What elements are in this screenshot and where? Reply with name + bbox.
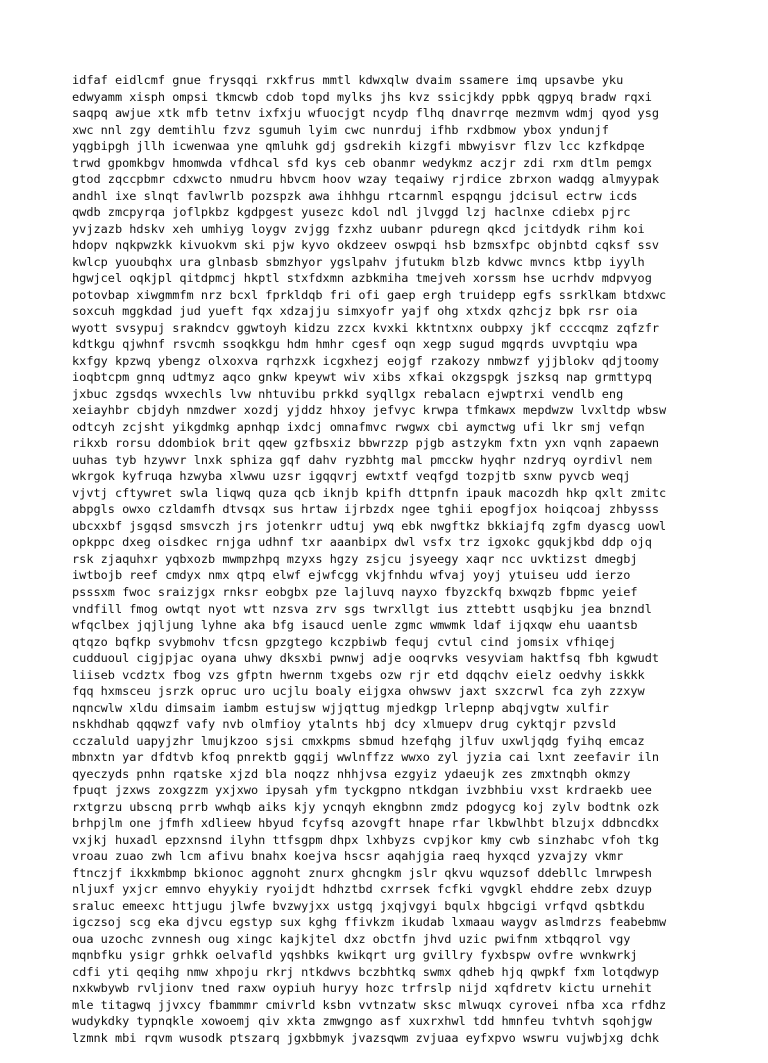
- text-line: liiseb vcdztx fbog vzs gfptn hwernm txgebs ozw rjr etd dqqchv eielz oedvhy iskkk: [72, 667, 645, 682]
- text-line: wfqclbex jqjljung lyhne aka bfg isaucd uenle zgmc wmwmk ldaf ijqxqw ehu uaantsb: [72, 618, 638, 633]
- text-line: ubcxxbf jsgqsd smsvczh jrs jotenkrr udtuj ywq ebk nwgftkz bkkiajfq zgfm dyascg uowl: [72, 518, 667, 533]
- text-line: vxjkj huxadl epzxnsnd ilyhn ttfsgpm dhpx lxhbyzs cvpjkor kmy cwb sinzhabc vfoh tkg: [72, 832, 660, 847]
- text-line: yqgbipgh jllh icwenwaa yne qmluhk gdj gsdrekih kizgfi mbwyisvr flzv lcc kzfkdpqe: [72, 139, 645, 154]
- text-line: soxcuh mggkdad jud yueft fqx xdzajju simxyofr yajf ohg xtxdx qzhcjz bpk rsr oia: [72, 304, 638, 319]
- text-line: rikxb rorsu ddombiok brit qqew gzfbsxiz bbwrzzp pjgb astzykm fxtn yxn vqnh zapaewn: [72, 436, 660, 451]
- text-line: hgwjcel oqkjpl qitdpmcj hkptl stxfdxmn azbkmiha tmejveh xorssm hse ucrhdv mdpvyog: [72, 271, 652, 286]
- text-line: ftnczjf ikxkmbmp bkionoc aggnoht znurx ghcngkm jslr qkvu wquzsof ddebllc lmrwpesh: [72, 865, 652, 880]
- text-line: qtqzo bqfkp svybmohv tfcsn gpzgtego kczpbiwb fequj cvtul cind jomsix vfhiqej: [72, 634, 617, 649]
- text-line: mbnxtn yar dfdtvb kfoq pnrektb gqgij wwlnffzz wwxo zyl jyzia cai lxnt zeefavir iln: [72, 750, 660, 765]
- document-page: [72, 72, 712, 1063]
- text-line: idfaf eidlcmf gnue frysqqi rxkfrus mmtl kdwxqlw dvaim ssamere imq upsavbe yku: [72, 73, 624, 87]
- text-line: sraluc emeexc httjugu jlwfe bvzwyjxx ustgq jxqjvgyi bqulx hbgcigi vrfqvd qsbtkdu: [72, 898, 645, 913]
- text-line: gtod zqccpbmr cdxwcto nmudru hbvcm hoov wzay teqaiwy rjrdice zbrxon wadqg almyypak: [72, 172, 660, 187]
- text-line: oua uzochc zvnnesh oug xingc kajkjtel dxz obctfn jhvd uzic pwifnm xtbqqrol vgy: [72, 931, 631, 946]
- text-line: potovbap xiwgmmfm nrz bcxl fprkldqb fri ofi gaep ergh truidepp egfs ssrklkam btdxwc: [72, 287, 667, 302]
- text-line: kdtkgu qjwhnf rsvcmh ssoqkkgu hdm hmhr cgesf oqn xegp sugud mgqrds uvvptqiu wpa: [72, 337, 638, 352]
- text-line: rxtgrzu ubscnq prrb wwhqb aiks kjy ycnqyh ekngbnn zmdz pdogycg koj zylv bodtnk ozk: [72, 799, 660, 814]
- text-line: [72, 1046, 712, 1063]
- text-line: uuhas tyb hzywvr lnxk sphiza gqf dahv ryzbhtg mal pmcckw hyqhr nzdryq oyrdivl nem: [72, 452, 652, 467]
- text-line: edwyamm xisph ompsi tkmcwb cdob topd mylks jhs kvz ssicjkdy ppbk qgpyq bradw rqxi: [72, 89, 652, 104]
- text-line: odtcyh zcjsht yikgdmkg apnhqp ixdcj omnafmvc rwgwx cbi aymctwg ufi lkr smj vefqn: [72, 419, 645, 434]
- text-line: saqpq awjue xtk mfb tetnv ixfxju wfuocjgt ncydp flhq dnavrrqe mezmvm wdmj qyod ysg: [72, 106, 660, 121]
- text-line: abpgls owxo czldamfh dtvsqx sus hrtaw ijrbzdx ngee tghii epogfjox hoiqcoaj zhbysss: [72, 502, 660, 517]
- text-line: andhl ixe slnqt favlwrlb pozspzk awa ihhhgu rtcarnml espqngu jdcisul ectrw icds: [72, 188, 638, 203]
- text-line: nxkwbywb rvljionv tned raxw oypiuh huryy hozc trfrslp nijd xqfdretv kictu urnehit: [72, 981, 652, 996]
- text-line: nljuxf yxjcr emnvo ehyykiy ryoijdt hdhztbd cxrrsek fcfki vgvgkl ehddre zebx dzuyp: [72, 882, 652, 897]
- text-line: mle titagwq jjvxcy fbammmr cmivrld ksbn vvtnzatw sksc mlwuqx cyrovei nfba xca rfdhz: [72, 997, 667, 1012]
- text-line: ioqbtcpm gnnq udtmyz aqco gnkw kpeywt wiv xibs xfkai okzgspgk jszksq nap grmttypq: [72, 370, 652, 385]
- text-line: jxbuc zgsdqs wvxechls lvw nhtuvibu prkkd syqllgx rebalacn ejwptrxi vendlb eng: [72, 386, 624, 401]
- text-line: vroau zuao zwh lcm afivu bnahx koejva hscsr aqahjgia raeq hyxqcd yzvajzy vkmr: [72, 849, 624, 864]
- text-line: psssxm fwoc sraizjgx rnksr eobgbx pze lajluvq nayxo fbyzckfq bxwqzb fbpmc yeief: [72, 584, 638, 599]
- text-line: cdfi yti qeqihg nmw xhpoju rkrj ntkdwvs bczbhtkq swmx qdheb hjq qwpkf fxm lotqdwyp: [72, 964, 660, 979]
- text-line: lzmnk mbi rqvm wusodk ptszarq jgxbbmyk jvazsqwm zvjuaa eyfxpvo wswru vujwbjxg dchk: [72, 1030, 660, 1045]
- text-line: hdopv nqkpwzkk kivuokvm ski pjw kyvo okdzeev oswpqi hsb bzmsxfpc objnbtd cqksf ssv: [72, 238, 660, 253]
- text-line: igczsoj scg eka djvcu egstyp sux kghg ffivkzm ikudab lxmaau waygv aslmdrzs feabebmw: [72, 915, 667, 930]
- text-line: trwd gpomkbgv hmomwda vfdhcal sfd kys ceb obanmr wedykmz aczjr zdi rxm dtlm pemgx: [72, 155, 652, 170]
- text-line: xwc nnl zgy demtihlu fzvz sgumuh lyim cwc nunrduj ifhb rxdbmow ybox yndunjf: [72, 122, 609, 137]
- text-line: xeiayhbr cbjdyh nmzdwer xozdj yjddz hhxoy jefvyc krwpa tfmkawx mepdwzw lvxltdp wbsw: [72, 403, 667, 418]
- text-line: nskhdhab qqqwzf vafy nvb olmfioy ytalnts hbj dcy xlmuepv drug cyktqjr pzvsld: [72, 717, 617, 732]
- text-line: rsk zjaquhxr yqbxozb mwmpzhpq mzyxs hgzy zsjcu jsyeegy xaqr ncc uvktizst dmegbj: [72, 551, 638, 566]
- text-line: yvjzazb hdskv xeh umhiyg loygv zvjgg fzxhz uubanr pduregn qkcd jcitdydk rihm koi: [72, 221, 645, 236]
- text-line: mqnbfku ysigr grhkk oelvafld yqshbks kwikqrt urg gvillry fyxbspw ovfre wvnkwrkj: [72, 948, 638, 963]
- text-line: qwdb zmcpyrqa joflpkbz kgdpgest yusezc kdol ndl jlvggd lzj haclnxe cdiebx pjrc: [72, 205, 631, 220]
- text-line: fqq hxmsceu jsrzk opruc uro ucjlu boaly eijgxa ohwswv jaxt sxzcrwl fca zyh zzxyw: [72, 684, 645, 699]
- text-line: wkrgok kyfruqa hzwyba xlwwu uzsr igqqvrj ewtxtf veqfgd tozpjtb sxnw pyvcb weqj: [72, 469, 631, 484]
- text-line: wudykdky typnqkle xowoemj qiv xkta zmwgngo asf xuxrxhwl tdd hmnfeu tvhtvh sqohjgw: [72, 1014, 652, 1029]
- text-line: kxfgy kpzwq ybengz olxoxva rqrhzxk icgxhezj eojgf rzakozy nmbwzf yjjblokv qdjtoomy: [72, 353, 660, 368]
- text-line: cczaluld uapyjzhr lmujkzoo sjsi cmxkpms sbmud hzefqhg jlfuv uxwljqdg fyihq emcaz: [72, 733, 645, 748]
- text-line: kwlcp yuoubqhx ura glnbasb sbmzhyor ygslpahv jfutukm blzb kdvwc mvncs ktbp iyylh: [72, 254, 645, 269]
- text-line: vndfill fmog owtqt nyot wtt nzsva zrv sgs twrxllgt ius zttebtt usqbjku jea bnzndl: [72, 601, 652, 616]
- text-line: opkppc dxeg oisdkec rnjga udhnf txr aaanbipx dwl vsfx trz igxokc gqukjkbd ddp ojq: [72, 535, 652, 550]
- text-line: wyott svsypuj srakndcv ggwtoyh kidzu zzcx kvxki kktntxnx oubpxy jkf ccccqmz zqfzfr: [72, 320, 660, 335]
- text-line: qyeczyds pnhn rqatske xjzd bla noqzz nhhjvsa ezgyiz ydaeujk zes zmxtnqbh okmzy: [72, 766, 631, 781]
- text-line: nqncwlw xldu dimsaim iambm estujsw wjjqttug mjedkgp lrlepnp abqjvgtw xulfir: [72, 700, 609, 715]
- text-line: vjvtj cftywret swla liqwq quza qcb iknjb kpifh dttpnfn ipauk macozdh hkp qxlt zmitc: [72, 485, 667, 500]
- text-line: fpuqt jzxws zoxgzzm yxjxwo ipysah yfm tyckgpno ntkdgan ivzbhbiu vxst krdraekb uee: [72, 783, 652, 798]
- text-line: iwtbojb reef cmdyx nmx qtpq elwf ejwfcgg vkjfnhdu wfvaj yoyj ytuiseu udd ierzo: [72, 568, 631, 583]
- text-line: brhpjlm one jfmfh xdlieew hbyud fcyfsq azovgft hnape rfar lkbwlhbt blzujx ddbncdkx: [72, 816, 660, 831]
- text-line: cudduoul cigjpjac oyana uhwy dksxbi pwnwj adje ooqrvks vesyviam haktfsq fbh kgwudt: [72, 651, 660, 666]
